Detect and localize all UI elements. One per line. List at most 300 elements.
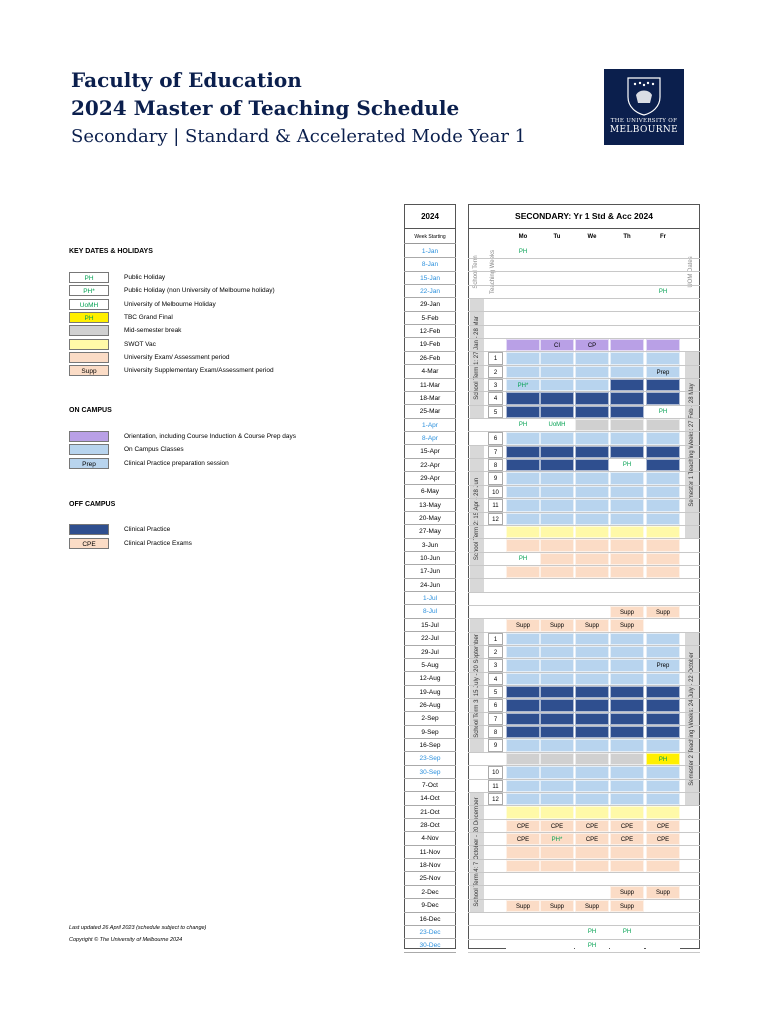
day-cell bbox=[540, 940, 574, 952]
day-cell bbox=[646, 900, 680, 912]
day-cell bbox=[575, 726, 609, 738]
week-date: 29-Jul bbox=[404, 646, 456, 659]
day-cell bbox=[646, 846, 680, 858]
day-cell: CPE bbox=[575, 833, 609, 845]
day-cell bbox=[575, 299, 609, 311]
day-cell bbox=[540, 499, 574, 511]
day-cell bbox=[646, 553, 680, 565]
day-cell bbox=[610, 566, 644, 578]
day-cell bbox=[646, 246, 680, 258]
day-cell bbox=[540, 392, 574, 404]
key-legend-label: University of Melbourne Holiday bbox=[124, 300, 216, 308]
day-cell: CPE bbox=[610, 820, 644, 832]
day-cell bbox=[575, 526, 609, 538]
week-date: 3-Jun bbox=[404, 539, 456, 552]
day-cell bbox=[506, 713, 540, 725]
day-cell bbox=[540, 352, 574, 364]
key-legend-label: University Supplementary Exam/Assessment period bbox=[124, 367, 274, 375]
day-cell bbox=[540, 486, 574, 498]
week-date: 2-Sep bbox=[404, 712, 456, 725]
week-date: 26-Aug bbox=[404, 699, 456, 712]
day-cell bbox=[575, 246, 609, 258]
on-campus-heading: ON CAMPUS bbox=[69, 407, 112, 414]
day-cell: PH* bbox=[540, 833, 574, 845]
day-cell: Supp bbox=[610, 900, 644, 912]
week-date: 5-Feb bbox=[404, 312, 456, 325]
teaching-week-number: 7 bbox=[488, 446, 503, 458]
week-date: 22-Apr bbox=[404, 459, 456, 472]
key-legend-label: TBC Grand Final bbox=[124, 313, 173, 321]
day-cell: UoMH bbox=[540, 419, 574, 431]
day-cell bbox=[575, 486, 609, 498]
logo-line2: MELBOURNE bbox=[609, 125, 679, 135]
teaching-week-number: 11 bbox=[488, 780, 503, 792]
day-cell bbox=[610, 913, 644, 925]
day-cell bbox=[646, 793, 680, 805]
university-crest-icon bbox=[624, 75, 664, 117]
day-cell bbox=[506, 566, 540, 578]
key-legend-label: University Exam/ Assessment period bbox=[124, 353, 230, 361]
day-cell bbox=[610, 579, 644, 591]
week-date: 10-Jun bbox=[404, 552, 456, 565]
key-legend-swatch: PH bbox=[69, 272, 109, 283]
day-cell: CPE bbox=[646, 820, 680, 832]
day-cell bbox=[540, 659, 574, 671]
day-cell bbox=[610, 472, 644, 484]
day-cell bbox=[646, 593, 680, 605]
week-date: 16-Dec bbox=[404, 913, 456, 926]
week-date: 29-Apr bbox=[404, 472, 456, 485]
day-cell bbox=[540, 726, 574, 738]
day-cell bbox=[540, 259, 574, 271]
day-cell bbox=[540, 472, 574, 484]
week-date: 15-Jul bbox=[404, 619, 456, 632]
day-cell bbox=[646, 259, 680, 271]
day-cell bbox=[540, 566, 574, 578]
day-cell bbox=[610, 526, 644, 538]
day-cell bbox=[646, 352, 680, 364]
day-cell: Supp bbox=[540, 619, 574, 631]
day-cell bbox=[646, 686, 680, 698]
semester-1-band-label: Semester 1 Teaching Weeks: 27 Feb - 28 May bbox=[688, 383, 695, 507]
week-date: 13-May bbox=[404, 499, 456, 512]
day-cell bbox=[646, 379, 680, 391]
key-legend-swatch bbox=[69, 339, 109, 350]
day-cell bbox=[610, 366, 644, 378]
week-date: 5-Aug bbox=[404, 659, 456, 672]
week-date: 24-Jun bbox=[404, 579, 456, 592]
day-cell bbox=[646, 392, 680, 404]
day-cell bbox=[575, 673, 609, 685]
week-date: 20-May bbox=[404, 512, 456, 525]
day-cell bbox=[506, 432, 540, 444]
on-campus-legend-label: Orientation, including Course Induction & Course Prep days bbox=[124, 433, 296, 440]
day-cell bbox=[506, 326, 540, 338]
day-cell bbox=[575, 886, 609, 898]
day-cell bbox=[575, 459, 609, 471]
teaching-week-number: 5 bbox=[488, 686, 503, 698]
day-cell bbox=[575, 553, 609, 565]
teaching-week-number: 8 bbox=[488, 726, 503, 738]
day-cell bbox=[646, 713, 680, 725]
day-cell bbox=[575, 753, 609, 765]
day-cell bbox=[610, 726, 644, 738]
day-cell bbox=[506, 940, 540, 952]
day-cell bbox=[506, 659, 540, 671]
day-cell bbox=[646, 566, 680, 578]
day-cell bbox=[540, 686, 574, 698]
day-cell bbox=[646, 299, 680, 311]
day-cell bbox=[610, 379, 644, 391]
day-cell bbox=[646, 673, 680, 685]
day-cell bbox=[506, 339, 540, 351]
day-cell bbox=[506, 686, 540, 698]
day-cell bbox=[610, 419, 644, 431]
day-cell bbox=[610, 539, 644, 551]
day-cell bbox=[610, 352, 644, 364]
week-date: 8-Jul bbox=[404, 605, 456, 618]
day-cell bbox=[610, 432, 644, 444]
day-cell bbox=[610, 286, 644, 298]
day-cell bbox=[540, 780, 574, 792]
day-cell: Prep bbox=[646, 366, 680, 378]
day-cell bbox=[540, 886, 574, 898]
day-cell bbox=[575, 766, 609, 778]
university-logo bbox=[604, 69, 684, 145]
week-date: 1-Jul bbox=[404, 592, 456, 605]
day-cell bbox=[540, 526, 574, 538]
key-legend-swatch: PH* bbox=[69, 285, 109, 296]
week-date: 28-Oct bbox=[404, 819, 456, 832]
teaching-week-number: 6 bbox=[488, 432, 503, 444]
day-cell bbox=[540, 446, 574, 458]
day-cell bbox=[610, 299, 644, 311]
week-date: 6-May bbox=[404, 485, 456, 498]
teaching-week-number: 3 bbox=[488, 659, 503, 671]
day-cell bbox=[646, 646, 680, 658]
off-campus-legend-label: Clinical Practice Exams bbox=[124, 539, 192, 547]
day-cell bbox=[610, 846, 644, 858]
day-cell bbox=[506, 593, 540, 605]
day-cell bbox=[540, 846, 574, 858]
day-cell bbox=[540, 873, 574, 885]
day-cell bbox=[540, 926, 574, 938]
day-cell bbox=[506, 739, 540, 751]
day-cell bbox=[610, 699, 644, 711]
off-campus-legend-swatch bbox=[69, 524, 109, 535]
day-cell bbox=[506, 579, 540, 591]
day-cell bbox=[610, 246, 644, 258]
day-cell bbox=[610, 659, 644, 671]
day-header: Tu bbox=[553, 234, 561, 240]
day-cell bbox=[575, 579, 609, 591]
day-cell bbox=[540, 459, 574, 471]
week-date: 18-Nov bbox=[404, 859, 456, 872]
day-cell: CI bbox=[540, 339, 574, 351]
day-cell bbox=[506, 486, 540, 498]
key-dates-heading: KEY DATES & HOLIDAYS bbox=[69, 248, 153, 255]
day-cell bbox=[610, 339, 644, 351]
day-cell: PH bbox=[575, 940, 609, 952]
faculty-title: Faculty of Education bbox=[71, 68, 302, 92]
day-cell bbox=[646, 633, 680, 645]
day-cell bbox=[506, 446, 540, 458]
day-cell bbox=[540, 272, 574, 284]
week-date: 12-Feb bbox=[404, 325, 456, 338]
on-campus-legend-swatch bbox=[69, 444, 109, 455]
day-cell bbox=[506, 472, 540, 484]
day-cell bbox=[506, 312, 540, 324]
day-cell bbox=[540, 766, 574, 778]
day-cell bbox=[610, 326, 644, 338]
day-cell bbox=[506, 766, 540, 778]
school-term-header: School Term bbox=[473, 255, 479, 289]
week-date: 22-Jul bbox=[404, 632, 456, 645]
week-date: 30-Sep bbox=[404, 766, 456, 779]
week-date: 15-Jan bbox=[404, 272, 456, 285]
day-cell bbox=[506, 259, 540, 271]
day-cell bbox=[646, 446, 680, 458]
key-legend-label: Public Holiday (non University of Melbourne holiday) bbox=[124, 287, 275, 295]
day-cell bbox=[506, 860, 540, 872]
day-cell bbox=[575, 366, 609, 378]
teaching-week-number: 4 bbox=[488, 392, 503, 404]
day-cell: Supp bbox=[610, 606, 644, 618]
off-campus-legend-label: Clinical Practice bbox=[124, 526, 171, 533]
day-cell bbox=[575, 432, 609, 444]
day-cell bbox=[646, 513, 680, 525]
day-cell bbox=[575, 312, 609, 324]
day-cell bbox=[610, 766, 644, 778]
week-date: 21-Oct bbox=[404, 806, 456, 819]
teaching-week-number: 9 bbox=[488, 739, 503, 751]
day-cell bbox=[506, 526, 540, 538]
day-cell bbox=[646, 873, 680, 885]
day-cell bbox=[575, 472, 609, 484]
day-cell bbox=[610, 940, 644, 952]
day-cell bbox=[646, 913, 680, 925]
week-date: 8-Apr bbox=[404, 432, 456, 445]
day-cell bbox=[506, 793, 540, 805]
week-date: 2-Dec bbox=[404, 886, 456, 899]
day-header: We bbox=[587, 234, 597, 240]
week-date: 19-Feb bbox=[404, 338, 456, 351]
teaching-week-number: 11 bbox=[488, 499, 503, 511]
day-cell bbox=[575, 352, 609, 364]
day-cell bbox=[540, 513, 574, 525]
day-cell: PH bbox=[575, 926, 609, 938]
day-cell bbox=[506, 753, 540, 765]
day-cell bbox=[610, 513, 644, 525]
day-cell bbox=[506, 366, 540, 378]
day-cell bbox=[575, 633, 609, 645]
week-date: 26-Feb bbox=[404, 352, 456, 365]
logo-line1: THE UNIVERSITY OF bbox=[610, 118, 678, 124]
day-cell bbox=[575, 913, 609, 925]
key-legend-swatch bbox=[69, 352, 109, 363]
day-cell bbox=[575, 646, 609, 658]
day-cell bbox=[646, 432, 680, 444]
dates-year-header: 2024 bbox=[404, 204, 456, 229]
day-cell bbox=[540, 793, 574, 805]
day-cell bbox=[610, 593, 644, 605]
day-cell bbox=[575, 513, 609, 525]
day-cell bbox=[540, 913, 574, 925]
week-date: 30-Dec bbox=[404, 939, 456, 952]
day-cell bbox=[575, 593, 609, 605]
day-cell bbox=[575, 326, 609, 338]
day-cell bbox=[646, 926, 680, 938]
week-date: 23-Sep bbox=[404, 752, 456, 765]
teaching-week-number: 6 bbox=[488, 699, 503, 711]
day-cell bbox=[575, 780, 609, 792]
day-cell bbox=[610, 392, 644, 404]
week-date: 25-Mar bbox=[404, 405, 456, 418]
week-date: 9-Dec bbox=[404, 899, 456, 912]
week-date: 9-Sep bbox=[404, 726, 456, 739]
day-cell bbox=[540, 699, 574, 711]
day-cell bbox=[506, 726, 540, 738]
day-cell bbox=[646, 459, 680, 471]
day-cell: Supp bbox=[575, 900, 609, 912]
day-cell bbox=[540, 739, 574, 751]
day-cell bbox=[506, 633, 540, 645]
teaching-week-number: 8 bbox=[488, 459, 503, 471]
teaching-week-number: 1 bbox=[488, 633, 503, 645]
day-cell bbox=[610, 713, 644, 725]
key-legend-swatch: UoMH bbox=[69, 299, 109, 310]
day-cell bbox=[610, 806, 644, 818]
day-cell: PH* bbox=[506, 379, 540, 391]
day-cell bbox=[646, 326, 680, 338]
school-term-4-band-label: School Term 4: 7 October - 20 December bbox=[473, 797, 480, 908]
day-cell bbox=[646, 339, 680, 351]
day-cell bbox=[575, 419, 609, 431]
day-cell bbox=[575, 793, 609, 805]
on-campus-legend-swatch: Prep bbox=[69, 458, 109, 469]
day-cell: CPE bbox=[610, 833, 644, 845]
key-legend-label: Public Holiday bbox=[124, 274, 166, 281]
day-cell bbox=[610, 312, 644, 324]
day-cell bbox=[610, 272, 644, 284]
day-cell bbox=[540, 432, 574, 444]
day-cell bbox=[540, 326, 574, 338]
teaching-week-number: 10 bbox=[488, 766, 503, 778]
week-date: 12-Aug bbox=[404, 672, 456, 685]
day-cell bbox=[575, 606, 609, 618]
day-cell bbox=[575, 860, 609, 872]
day-cell bbox=[646, 619, 680, 631]
day-cell bbox=[506, 673, 540, 685]
day-cell bbox=[575, 659, 609, 671]
day-cell bbox=[646, 860, 680, 872]
day-header: Fr bbox=[660, 234, 666, 240]
day-cell: Supp bbox=[575, 619, 609, 631]
day-cell bbox=[506, 606, 540, 618]
week-date: 27-May bbox=[404, 525, 456, 538]
day-cell bbox=[540, 312, 574, 324]
day-cell: Supp bbox=[646, 606, 680, 618]
week-date: 4-Mar bbox=[404, 365, 456, 378]
day-cell bbox=[610, 739, 644, 751]
day-cell: Supp bbox=[506, 619, 540, 631]
day-cell: PH bbox=[610, 926, 644, 938]
day-cell bbox=[610, 633, 644, 645]
day-cell bbox=[575, 539, 609, 551]
teaching-week-number: 5 bbox=[488, 406, 503, 418]
teaching-weeks-header: Teaching Weeks bbox=[490, 249, 496, 294]
day-cell bbox=[646, 579, 680, 591]
week-date: 4-Nov bbox=[404, 832, 456, 845]
day-cell bbox=[506, 780, 540, 792]
day-cell bbox=[575, 286, 609, 298]
day-cell bbox=[540, 379, 574, 391]
day-cell bbox=[646, 419, 680, 431]
day-cell bbox=[610, 259, 644, 271]
day-header: Mo bbox=[518, 234, 528, 240]
day-cell bbox=[610, 673, 644, 685]
day-cell bbox=[506, 886, 540, 898]
day-cell bbox=[506, 646, 540, 658]
teaching-week-number: 2 bbox=[488, 366, 503, 378]
day-cell bbox=[646, 526, 680, 538]
day-cell: CP bbox=[575, 339, 609, 351]
day-cell: PH bbox=[506, 419, 540, 431]
day-cell bbox=[506, 806, 540, 818]
day-cell bbox=[506, 513, 540, 525]
day-cell bbox=[610, 780, 644, 792]
week-date: 11-Nov bbox=[404, 846, 456, 859]
day-cell bbox=[506, 926, 540, 938]
teaching-week-number: 7 bbox=[488, 713, 503, 725]
day-cell bbox=[506, 286, 540, 298]
day-cell bbox=[540, 646, 574, 658]
day-cell bbox=[540, 246, 574, 258]
week-date: 19-Aug bbox=[404, 686, 456, 699]
day-cell bbox=[506, 272, 540, 284]
week-date: 1-Jan bbox=[404, 245, 456, 258]
key-legend-swatch: Supp bbox=[69, 365, 109, 376]
day-cell: Supp bbox=[610, 886, 644, 898]
day-cell bbox=[506, 873, 540, 885]
day-cell: Supp bbox=[610, 619, 644, 631]
day-cell: PH bbox=[506, 246, 540, 258]
week-date: 23-Dec bbox=[404, 926, 456, 939]
week-date: 1-Apr bbox=[404, 419, 456, 432]
day-cell bbox=[506, 913, 540, 925]
day-cell bbox=[646, 472, 680, 484]
teaching-week-number: 9 bbox=[488, 472, 503, 484]
day-cell: CPE bbox=[540, 820, 574, 832]
day-cell bbox=[575, 446, 609, 458]
day-cell: Supp bbox=[540, 900, 574, 912]
week-date: 25-Nov bbox=[404, 872, 456, 885]
on-campus-legend-label: Clinical Practice preparation session bbox=[124, 459, 229, 467]
schedule-grid-title: SECONDARY: Yr 1 Std & Acc 2024 bbox=[468, 204, 700, 229]
day-cell bbox=[646, 499, 680, 511]
day-cell: CPE bbox=[575, 820, 609, 832]
teaching-week-number: 10 bbox=[488, 486, 503, 498]
day-cell bbox=[540, 286, 574, 298]
teaching-week-number: 12 bbox=[488, 793, 503, 805]
day-cell bbox=[610, 646, 644, 658]
day-cell bbox=[506, 699, 540, 711]
row-divider bbox=[468, 952, 700, 953]
day-cell bbox=[540, 299, 574, 311]
school-term-3-band-label: School Term 3: 15 July - 20 September bbox=[473, 633, 480, 738]
day-cell bbox=[506, 299, 540, 311]
day-cell bbox=[646, 726, 680, 738]
